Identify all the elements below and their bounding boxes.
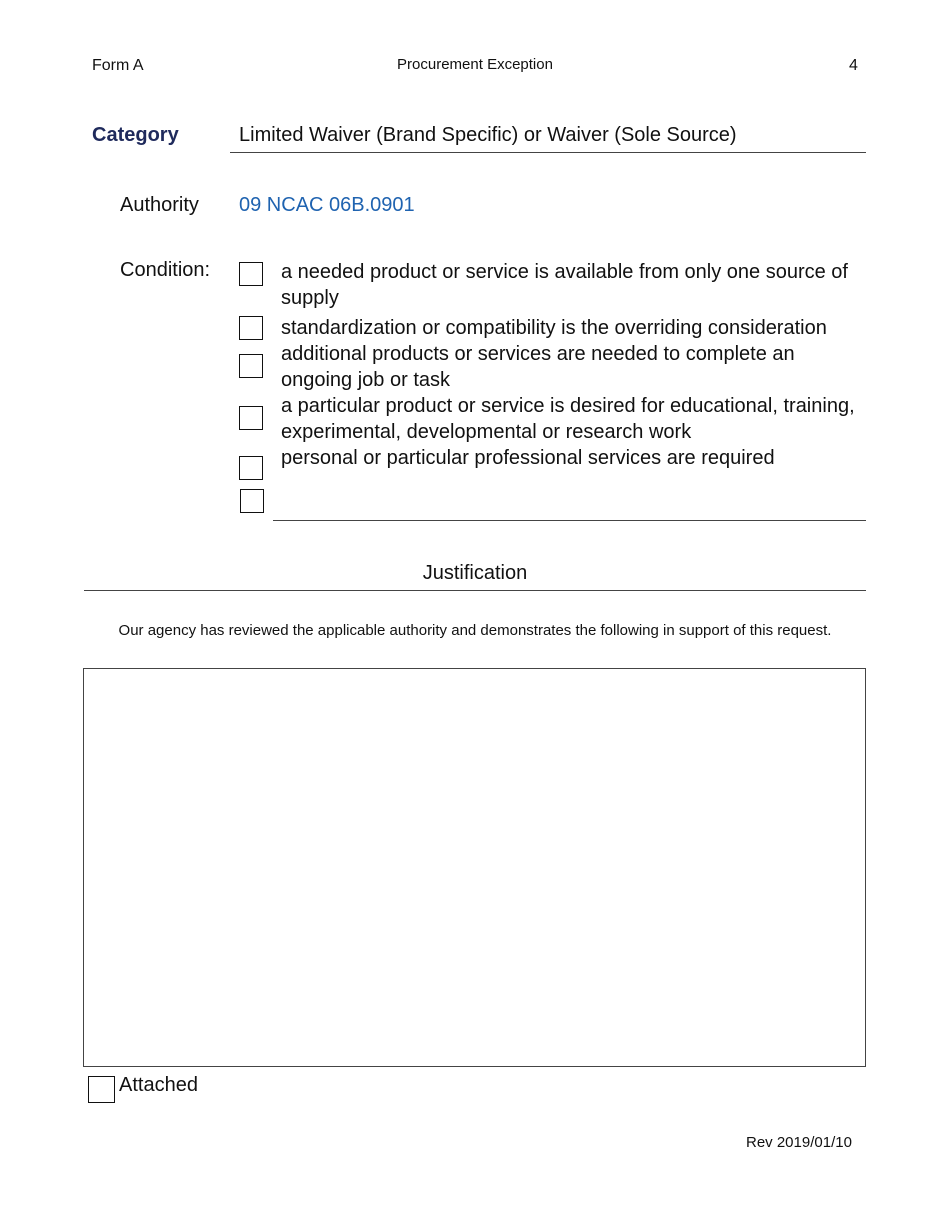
condition-option-additional: additional products or services are needed to complete an ongoing job or task xyxy=(281,343,795,391)
condition-option-professional: personal or particular professional services are required xyxy=(281,447,775,469)
document-title: Procurement Exception xyxy=(397,56,553,73)
condition-option-educational: a particular product or service is desired for educational, training, experimental, developmental or research work xyxy=(281,395,855,443)
justification-textarea[interactable] xyxy=(83,668,866,1067)
condition-option-standardization: standardization or compatibility is the overriding consideration xyxy=(281,317,827,339)
justification-statement: Our agency has reviewed the applicable authority and demonstrates the following in support of this request. xyxy=(118,622,832,639)
condition-checkbox-educational[interactable] xyxy=(239,406,263,430)
justification-heading: Justification xyxy=(422,562,528,584)
category-label: Category xyxy=(92,124,179,146)
condition-checkbox-standardization[interactable] xyxy=(239,316,263,340)
condition-other-input-line[interactable] xyxy=(273,520,866,521)
justification-divider xyxy=(84,590,866,591)
attached-label: Attached xyxy=(119,1074,198,1096)
category-underline xyxy=(230,152,866,153)
authority-link[interactable]: 09 NCAC 06B.0901 xyxy=(239,194,415,216)
attached-checkbox[interactable] xyxy=(88,1076,115,1103)
condition-checkbox-sole-source[interactable] xyxy=(239,262,263,286)
category-value: Limited Waiver (Brand Specific) or Waiver (Sole Source) xyxy=(239,124,737,146)
condition-checkbox-professional[interactable] xyxy=(239,456,263,480)
page-number: 4 xyxy=(849,57,858,74)
condition-checkbox-additional[interactable] xyxy=(239,354,263,378)
condition-label: Condition: xyxy=(120,259,211,281)
form-id: Form A xyxy=(92,57,144,74)
condition-option-sole-source: a needed product or service is available from only one source of supply xyxy=(281,261,848,309)
condition-checkbox-other[interactable] xyxy=(240,489,264,513)
authority-label: Authority xyxy=(120,194,199,216)
revision-date: Rev 2019/01/10 xyxy=(746,1134,852,1151)
